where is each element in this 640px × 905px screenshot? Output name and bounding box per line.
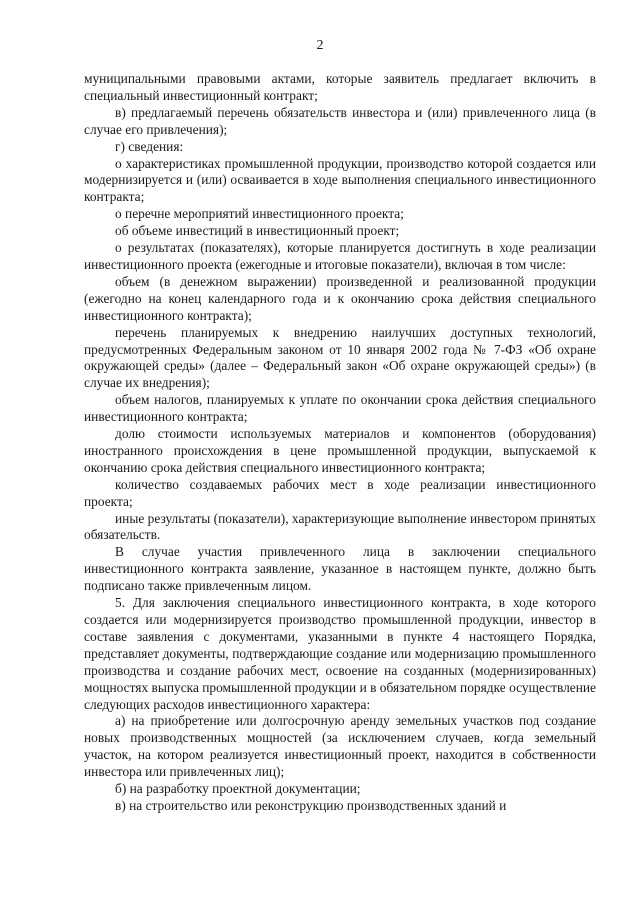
paragraph-9: перечень планируемых к внедрению наилучших доступных технологий, предусмотренных Федеральным законом от 10 января 2002 года № 7-ФЗ «Об охране окружающей среды» (далее – Федеральный закон «Об охране окружающей среды») (в случае их внедрения);: [84, 324, 596, 391]
paragraph-2: в) предлагаемый перечень обязательств инвестора и (или) привлеченного лица (в случае его привлечения);: [84, 104, 596, 137]
paragraph-8: объем (в денежном выражении) произведенной и реализованной продукции (ежегодно на конец календарного года и к окончанию срока действия специального инвестиционного контракта);: [84, 273, 596, 323]
paragraph-15: 5. Для заключения специального инвестиционного контракта, в ходе которого создается или модернизируется производство промышленной продукции, инвестор в составе заявления с документами, указанными в пункте 4 настоящего Порядка, представляет документы, подтверждающие создание или модернизацию промышленного производства и создание рабочих мест, освоение на созданных (модернизированных) мощностях выпуска промышленной продукции и в обязательном порядке осуществление следующих расходов инвестиционного характера:: [84, 595, 596, 712]
paragraph-13: иные результаты (показатели), характеризующие выполнение инвестором принятых обязательств.: [84, 510, 596, 543]
paragraph-17: б) на разработку проектной документации;: [115, 781, 361, 797]
paragraph-10: объем налогов, планируемых к уплате по окончании срока действия специального инвестиционного контракта;: [84, 392, 596, 425]
paragraph-18: в) на строительство или реконструкцию производственных зданий и: [115, 797, 507, 813]
paragraph-4: о характеристиках промышленной продукции, производство которой создается или модернизируется и (или) осваивается в ходе выполнения специального инвестиционного контракта;: [84, 155, 596, 205]
paragraph-12: количество создаваемых рабочих мест в ходе реализации инвестиционного проекта;: [84, 476, 596, 509]
paragraph-5: о перечне мероприятий инвестиционного проекта;: [115, 206, 404, 222]
paragraph-11: долю стоимости используемых материалов и компонентов (оборудования) иностранного происхождения в цене промышленной продукции, выпускаемой к окончанию срока действия специального инвестиционного контракта;: [84, 426, 596, 475]
paragraph-14: В случае участия привлеченного лица в заключении специального инвестиционного контракта заявление, указанное в настоящем пункте, должно быть подписано также привлеченным лицом.: [84, 544, 596, 594]
paragraph-3: г) сведения:: [115, 138, 184, 154]
page-number: 2: [316, 38, 324, 53]
document-body: [84, 71, 596, 815]
paragraph-7: о результатах (показателях), которые планируется достигнуть в ходе реализации инвестиционного проекта (ежегодные и итоговые показатели), включая в том числе:: [84, 240, 596, 272]
paragraph-6: об объеме инвестиций в инвестиционный проект;: [115, 223, 400, 239]
paragraph-16: а) на приобретение или долгосрочную аренду земельных участков под создание новых производственных мощностей (за исключением случаев, когда земельный участок, на котором реализуется инвестиционный проект, находится в собственности инвестора или привлеченных лиц);: [84, 713, 596, 780]
paragraph-1: муниципальными правовыми актами, которые заявитель предлагает включить в специальный инвестиционный контракт;: [84, 71, 596, 103]
